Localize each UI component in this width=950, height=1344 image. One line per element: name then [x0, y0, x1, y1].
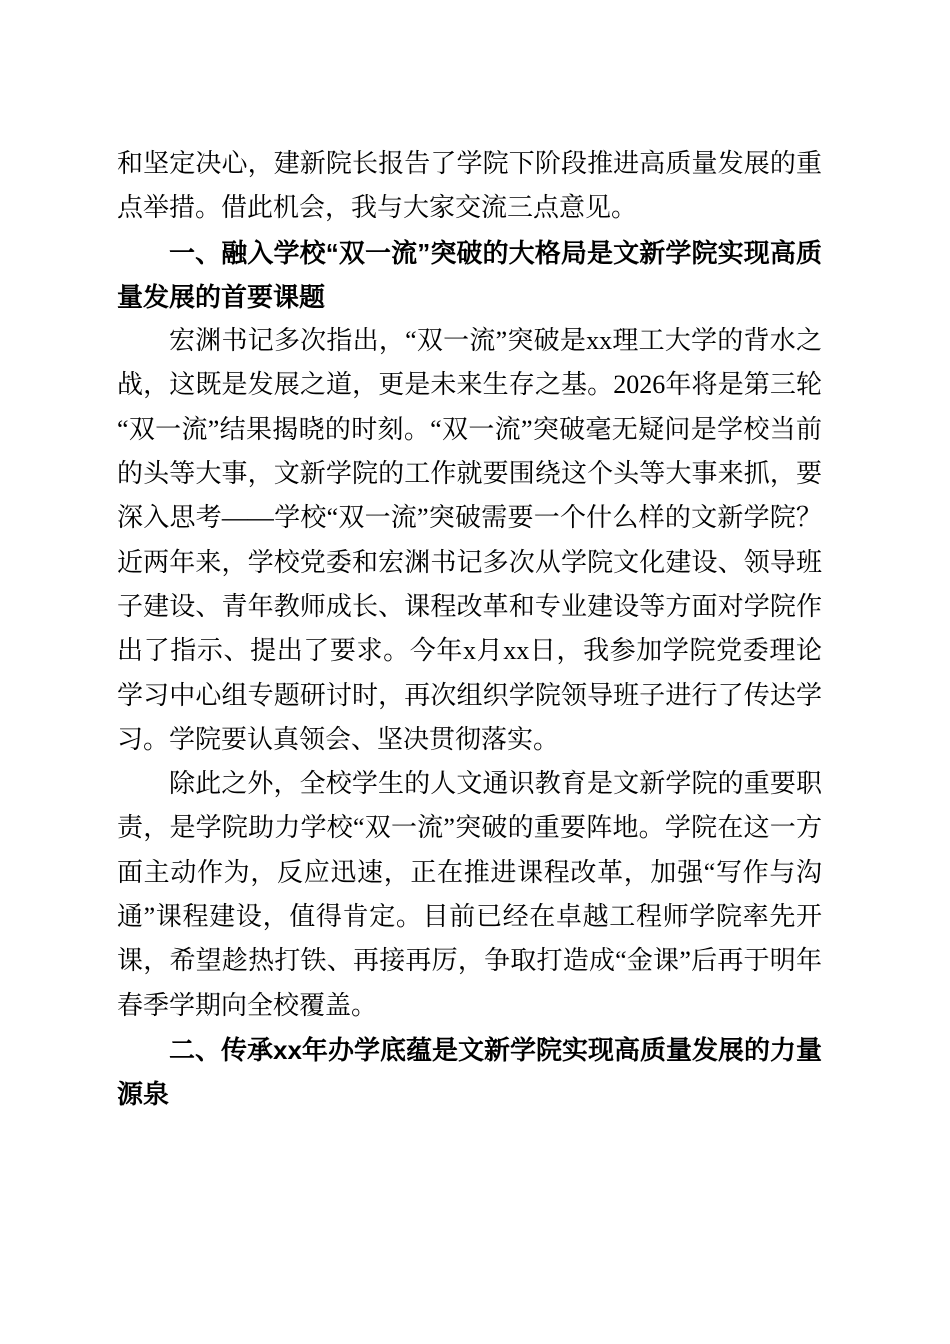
paragraph: 除此之外，全校学生的人文通识教育是文新学院的重要职责，是学院助力学校“双一流”突破的重要阵地。学院在这一方面主动作为，反应迅速，正在推进课程改革，加强“写作与沟通”课程建设，值得肯定。目前已经在卓越工程师学院率先开课，希望趁热打铁、再接再厉，争取打造成“金课”后再于明年春季学期向全校覆盖。 [117, 769, 822, 1020]
paragraph: 宏渊书记多次指出，“双一流”突破是xx理工大学的背水之战，这既是发展之道，更是未来生存之基。2026年将是第三轮“双一流”结果揭晓的时刻。“双一流”突破毫无疑问是学校当前的头等大事，文新学院的工作就要围绕这个头等大事来抓，要深入思考——学校“双一流”突破需要一个什么样的文新学院？近两年来，学校党委和宏渊书记多次从学院文化建设、领导班子建设、青年教师成长、课程改革和专业建设等方面对学院作出了指示、提出了要求。今年x月xx日，我参加学院党委理论学习中心组专题研讨时，再次组织学院领导班子进行了传达学习。学院要认真领会、坚决贯彻落实。 [117, 326, 822, 754]
section-heading-2: 二、传承xx年办学底蕴是文新学院实现高质量发展的力量源泉 [117, 1034, 822, 1110]
paragraph-continuation: 和坚定决心，建新院长报告了学院下阶段推进高质量发展的重点举措。借此机会，我与大家交流三点意见。 [117, 149, 822, 223]
section-heading-1: 一、融入学校“双一流”突破的大格局是文新学院实现高质量发展的首要课题 [117, 237, 822, 312]
document-text-block [117, 142, 822, 1117]
